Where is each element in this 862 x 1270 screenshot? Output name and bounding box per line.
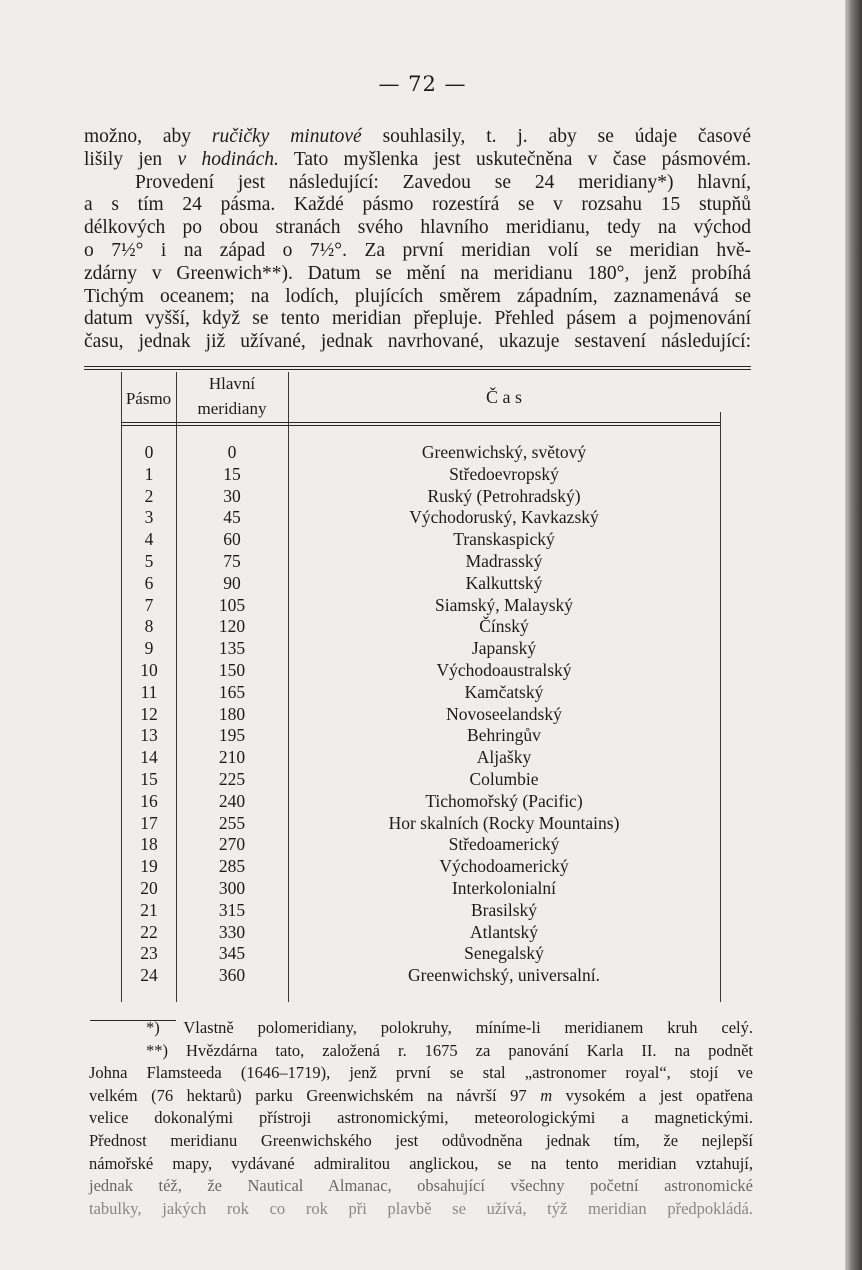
zone-number-cell: 7 [144,594,154,615]
zone-number-cell: 19 [140,856,158,877]
body-line [84,308,751,330]
time-name-cell: Greenwichský, světový [421,442,587,462]
text-segment: času, jednak již užívané, jednak navrhované, ukazuje sestavení následující: [84,331,751,353]
table-row [84,507,751,529]
footnote-line [89,1085,753,1106]
meridian-cell: 135 [218,638,246,659]
time-name-cell: Kamčatský [464,681,544,702]
table-row [84,965,751,987]
time-name-cell: Japanský [471,638,537,659]
zone-number-cell: 23 [140,943,158,964]
meridian-cell: 165 [218,681,246,702]
zone-number-cell: 9 [144,638,154,659]
zone-number-cell: 4 [144,529,154,550]
time-name-cell: Středoevropský [449,463,559,484]
header-meridian-line1: Hlavní [208,374,256,393]
table-row [84,791,751,813]
text-segment: Johna Flamsteeda (1646–1719), jenž první se stal „astronomer royal“, stojí ve [89,1063,753,1083]
meridian-cell: 75 [223,551,241,571]
body-line [84,331,751,353]
text-segment: jednak též, že Nautical Almanac, obsahující všechny početní astronomické [89,1176,753,1196]
meridian-cell: 90 [223,572,241,593]
body-line [135,172,751,194]
meridian-cell: 300 [218,878,246,898]
time-name-cell: Tichomořský (Pacific) [425,790,583,811]
text-segment: vysokém a jest opatřena [552,1085,753,1105]
meridian-cell: 255 [218,812,246,833]
zone-number-cell: 3 [144,507,154,528]
time-name-cell: Východoaustralský [436,660,572,680]
time-name-cell: Senegalský [464,943,544,964]
page-number: — 72 — [378,72,467,96]
meridian-cell: 210 [218,747,246,768]
time-name-cell: Atlantský [469,921,539,942]
text-segment: zdárny v Greenwich**). Datum se mění na meridianu 180°, jenž probíhá [84,262,751,284]
time-name-cell: Aljašky [476,747,532,768]
zone-number-cell: 5 [144,551,154,571]
meridian-cell: 105 [218,594,246,615]
time-name-cell: Transkaspický [453,529,555,550]
time-name-cell: Východoruský, Kavkazský [409,507,599,528]
zone-number-cell: 20 [140,878,158,898]
text-segment: souhlasily, t. j. aby se údaje časové [361,126,751,147]
table-header-rule-2 [121,425,721,426]
text-segment: lišily jen [84,148,178,170]
body-line [84,217,751,239]
text-segment: v hodinách. [177,148,279,170]
footnote-line [89,1107,753,1128]
zone-number-cell: 0 [144,442,154,462]
table-row [84,878,751,900]
header-pasmo: Pásmo [125,389,172,408]
zone-number-cell: 22 [140,921,158,942]
table-row [84,551,751,573]
footnote-line [89,1130,753,1151]
meridian-cell: 240 [218,790,246,811]
meridian-cell: 0 [227,442,237,462]
text-segment: možno, aby [84,126,212,147]
table-header-rule [121,422,721,423]
zone-number-cell: 12 [140,703,158,724]
text-segment: tabulky, jakých rok co rok při plavbě se užívá, týž meridian předpokládá. [89,1198,753,1218]
time-name-cell: Madrasský [465,551,543,571]
page-edge-shadow [845,0,862,1270]
meridian-cell: 225 [218,769,246,789]
time-name-cell: Siamský, Malayský [434,594,574,615]
time-name-cell: Interkolonialní [451,878,556,898]
zone-number-cell: 10 [140,660,158,680]
zone-number-cell: 2 [144,485,154,506]
footnote-line [146,1017,753,1038]
body-line [84,286,751,308]
table-row [84,704,751,726]
zone-number-cell: 1 [144,463,154,484]
time-name-cell: Hor skalních (Rocky Mountains) [388,812,620,833]
meridian-cell: 150 [218,660,246,680]
table-row [84,616,751,638]
header-cas: Č a s [486,387,522,407]
text-segment: a s tím 24 pásma. Každé pásmo rozestírá se v rozsahu 15 stupňů [84,194,751,216]
text-segment: velice dokonalými přístroji astronomickými, meteorologickými a magnetickými. [89,1108,753,1128]
text-segment: *) Vlastně polomeridiany, polokruhy, míníme-li meridianem kruh celý. [146,1018,753,1037]
meridian-cell: 285 [218,856,246,877]
footnote-line [146,1040,753,1061]
time-name-cell: Kalkuttský [465,572,543,593]
meridian-cell: 30 [223,485,241,506]
table-row [84,682,751,704]
table-row [84,943,751,965]
zone-number-cell: 21 [140,899,158,920]
body-line [84,240,751,262]
footnote-line [89,1175,753,1196]
meridian-cell: 330 [218,921,246,942]
meridian-cell: 315 [218,899,246,920]
table-row [84,725,751,747]
text-segment: o 7½° i na západ o 7½°. Za první meridian volí se meridian hvě- [84,240,751,261]
table-row [84,900,751,922]
table-row [84,573,751,595]
time-zone-table [84,366,751,1006]
time-name-cell: Behringův [467,725,541,746]
zone-number-cell: 8 [144,616,154,637]
table-row [84,442,751,464]
time-name-cell: Brasilský [470,899,538,920]
zone-number-cell: 14 [140,747,158,768]
footnote-line [89,1198,753,1219]
meridian-cell: 45 [223,507,241,528]
body-line [84,149,751,171]
meridian-cell: 270 [218,834,246,855]
meridian-cell: 60 [223,529,241,550]
time-name-cell: Novoseelandský [446,703,562,724]
time-name-cell: Ruský (Petrohradský) [427,485,581,506]
time-name-cell: Columbie [469,769,539,789]
table-row [84,638,751,660]
zone-number-cell: 13 [140,725,158,746]
text-segment: délkových po obou stranách svého hlavního meridianu, tedy na východ [84,217,751,239]
meridian-cell: 180 [218,703,246,724]
table-row [84,856,751,878]
body-line [84,194,751,216]
meridian-cell: 120 [218,616,246,637]
text-segment: Tichým oceanem; na lodích, plujících směrem západním, zaznamenává se [84,285,751,307]
table-row [84,834,751,856]
text-segment: Provedení jest následující: Zavedou se 24 meridiany*) hlavní, [135,171,751,193]
table-row [84,660,751,682]
table-row [84,464,751,486]
body-line [84,263,751,285]
text-segment: námořské mapy, vydávané admiralitou anglickou, se na tento meridian vztahují, [89,1153,753,1173]
meridian-cell: 195 [218,725,246,746]
body-line [84,126,751,148]
text-segment: **) Hvězdárna tato, založená r. 1675 za panování Karla II. na podnět [146,1040,753,1060]
header-meridian-line2: meridiany [197,399,267,418]
time-name-cell: Středoamerický [448,834,560,855]
zone-number-cell: 11 [140,681,158,702]
text-segment: datum vyšší, když se tento meridian přepluje. Přehled pásem a pojmenování [84,308,751,330]
table-row [84,529,751,551]
text-segment: Přednost meridianu Greenwichského jest odůvodněna jednak tím, že nejlepší [89,1131,753,1150]
table-row [84,747,751,769]
zone-number-cell: 15 [140,769,158,789]
time-name-cell: Čínský [479,616,529,637]
zone-number-cell: 16 [140,790,158,811]
table-row [84,922,751,944]
table-top-rule-2 [84,369,751,370]
zone-number-cell: 18 [140,834,158,855]
footnote-line [89,1062,753,1083]
zone-number-cell: 17 [140,812,158,833]
meridian-cell: 360 [218,965,246,986]
table-row [84,595,751,617]
text-segment: m [540,1085,553,1105]
table-row [84,769,751,791]
text-segment: Tato myšlenka jest uskutečněna v čase pásmovém. [278,148,751,170]
text-segment: velkém (76 hektarů) parku Greenwichském na návrší 97 [89,1085,541,1105]
table-top-rule [84,366,751,367]
text-segment: ručičky minutové [211,126,362,147]
table-row [84,813,751,835]
time-name-cell: Greenwichský, universalní. [408,965,600,986]
table-row [84,486,751,508]
footnote-line [89,1153,753,1174]
zone-number-cell: 6 [144,572,154,593]
meridian-cell: 15 [223,463,241,484]
meridian-cell: 345 [218,943,246,964]
time-name-cell: Východoamerický [439,856,569,877]
zone-number-cell: 24 [140,965,158,986]
